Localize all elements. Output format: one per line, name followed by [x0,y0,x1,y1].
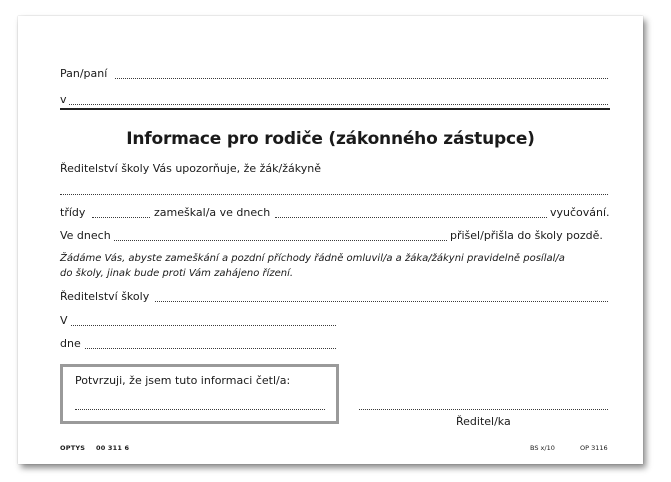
footer-code: 00 311 6 [96,444,130,452]
class-line[interactable] [92,217,150,218]
place-line[interactable] [71,325,336,326]
salutation-line[interactable] [115,78,608,79]
on-days-label: Ve dnech [60,229,111,242]
school-line[interactable] [155,301,608,302]
parent-signature-line[interactable] [75,409,325,410]
location-line[interactable] [69,104,608,105]
divider [60,108,610,110]
principal-label: Ředitel/ka [456,415,511,428]
confirmation-text: Potvrzuji, že jsem tuto informaci četl/a: [75,374,291,387]
date-line[interactable] [85,348,336,349]
footer-op-code: OP 3116 [580,444,608,452]
place-label: V [60,314,68,327]
footer-brand: OPTYS [60,444,86,452]
class-label: třídy [60,206,86,219]
late-days-line[interactable] [114,240,447,241]
salutation-label: Pan/paní [60,67,108,80]
form-sheet [18,16,643,464]
student-name-line[interactable] [60,194,608,195]
footer-format: BS x/10 [530,444,555,452]
notice-intro: Ředitelství školy Vás upozorňuje, že žák/žákyně [60,162,321,175]
form-title: Informace pro rodiče (zákonného zástupce) [126,129,535,149]
location-label: v [60,93,67,106]
request-line-2: do školy, jinak bude proti Vám zahájeno řízení. [60,268,294,279]
missed-label: zameškal/a ve dnech [154,206,271,219]
school-label: Ředitelství školy [60,290,150,303]
confirmation-box [60,364,339,424]
late-label: přišel/přišla do školy pozdě. [450,229,603,242]
date-label: dne [60,337,81,350]
lessons-label: vyučování. [550,206,610,219]
request-line-1: Žádáme Vás, abyste zameškání a pozdní příchody řádně omluvil/a a žáka/žákyni pravidelně posílal/a [60,253,565,264]
missed-days-line[interactable] [275,217,547,218]
principal-signature-line[interactable] [359,409,608,410]
